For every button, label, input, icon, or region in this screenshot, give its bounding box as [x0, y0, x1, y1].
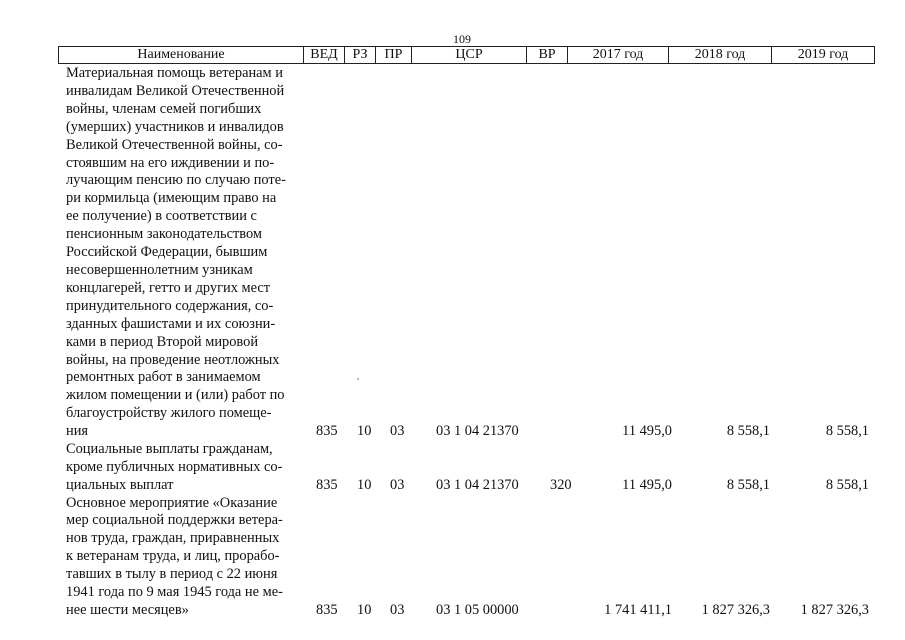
row-name-line: войны, на проведение неотложных	[66, 351, 280, 368]
row-name-line: благоустройству жилого помеще-	[66, 405, 272, 422]
row-name-line: Российской Федерации, бывшим	[66, 244, 268, 261]
row-csr: 03 1 04 21370	[436, 423, 519, 439]
row-amount-2017: 1 741 411,1	[604, 601, 672, 618]
row-name-line: Великой Отечественной войны, со-	[66, 136, 283, 153]
row-amount-2019: 1 827 326,3	[800, 601, 869, 618]
row-amount-2019: 8 558,1	[825, 423, 869, 439]
row-name-line: инвалидам Великой Отечественной	[66, 82, 285, 99]
header-vr: ВР	[527, 47, 568, 64]
row-pr: 03	[390, 476, 405, 493]
scan-speck	[357, 378, 359, 380]
row-name-line: кроме публичных нормативных со-	[66, 458, 283, 475]
row-name	[66, 65, 302, 441]
row-name-line: принудительного содержания, со-	[66, 297, 274, 314]
row-name-line: циальных выплат	[66, 476, 174, 493]
row-name-line: зданных фашистами и их союзни-	[66, 315, 276, 332]
row-name-line: ками в период Второй мировой	[66, 333, 259, 350]
header-rz: РЗ	[345, 47, 376, 64]
row-name-line: войны, членам семей погибших	[66, 100, 262, 117]
page-number: 109	[453, 32, 471, 46]
header-csr: ЦСР	[412, 47, 527, 64]
row-name-line: жилом помещении и (или) работ по	[66, 387, 285, 404]
row-amount-2018: 8 558,1	[726, 476, 770, 493]
table-row	[0, 441, 905, 495]
header-name: Наименование	[59, 47, 304, 64]
row-vr: 320	[550, 476, 572, 493]
row-ved: 835	[316, 476, 338, 493]
header-ved: ВЕД	[304, 47, 345, 64]
row-name-line: Основное мероприятие «Оказание	[66, 494, 278, 511]
row-rz: 10	[357, 601, 372, 618]
table-row	[0, 495, 905, 620]
row-name-line: стоявшим на его иждивении и по-	[66, 154, 275, 171]
row-amount-2019: 8 558,1	[825, 476, 869, 493]
row-amount-2018: 1 827 326,3	[701, 601, 770, 618]
row-rz: 10	[357, 423, 372, 439]
row-name-line: лучающим пенсию по случаю поте-	[66, 172, 286, 189]
row-name-line: Социальные выплаты гражданам,	[66, 440, 273, 457]
row-name-line: к ветеранам труда, и лиц, прорабо-	[66, 548, 280, 565]
row-amount-2018: 8 558,1	[726, 423, 770, 439]
table-row	[0, 65, 905, 441]
table-header	[58, 46, 875, 64]
row-name-line: концлагерей, гетто и других мест	[66, 279, 271, 296]
row-rz: 10	[357, 476, 372, 493]
row-name-line: ри кормильца (имеющим право на	[66, 190, 277, 207]
row-name-line: мер социальной поддержки ветера-	[66, 512, 283, 529]
row-name-line: 1941 года по 9 мая 1945 года не ме-	[66, 584, 283, 601]
row-name	[66, 441, 302, 495]
row-name-line: нов труда, граждан, приравненных	[66, 530, 280, 547]
header-2017: 2017 год	[568, 47, 669, 64]
row-amount-2017: 11 495,0	[622, 476, 672, 493]
row-name-line: ее получение) в соответствии с	[66, 208, 257, 225]
row-csr: 03 1 05 00000	[436, 601, 519, 618]
row-csr: 03 1 04 21370	[436, 476, 519, 493]
row-name-line: (умерших) участников и инвалидов	[66, 118, 284, 135]
row-name	[66, 495, 302, 620]
row-pr: 03	[390, 601, 405, 618]
header-2019: 2019 год	[772, 47, 875, 64]
row-name-line: нее шести месяцев»	[66, 602, 189, 619]
row-ved: 835	[316, 423, 338, 439]
row-name-line: несовершеннолетним узникам	[66, 261, 253, 278]
row-ved: 835	[316, 601, 338, 618]
header-2018: 2018 год	[669, 47, 772, 64]
row-name-line: Материальная помощь ветеранам и	[66, 65, 283, 81]
row-amount-2017: 11 495,0	[622, 423, 672, 439]
row-name-line: пенсионным законодательством	[66, 226, 263, 243]
row-name-line: ремонтных работ в занимаемом	[66, 369, 261, 386]
header-pr: ПР	[376, 47, 412, 64]
table-body	[0, 65, 905, 620]
row-pr: 03	[390, 423, 405, 439]
row-name-line: тавших в тылу в период с 22 июня	[66, 566, 278, 583]
row-name-line: ния	[66, 423, 89, 440]
